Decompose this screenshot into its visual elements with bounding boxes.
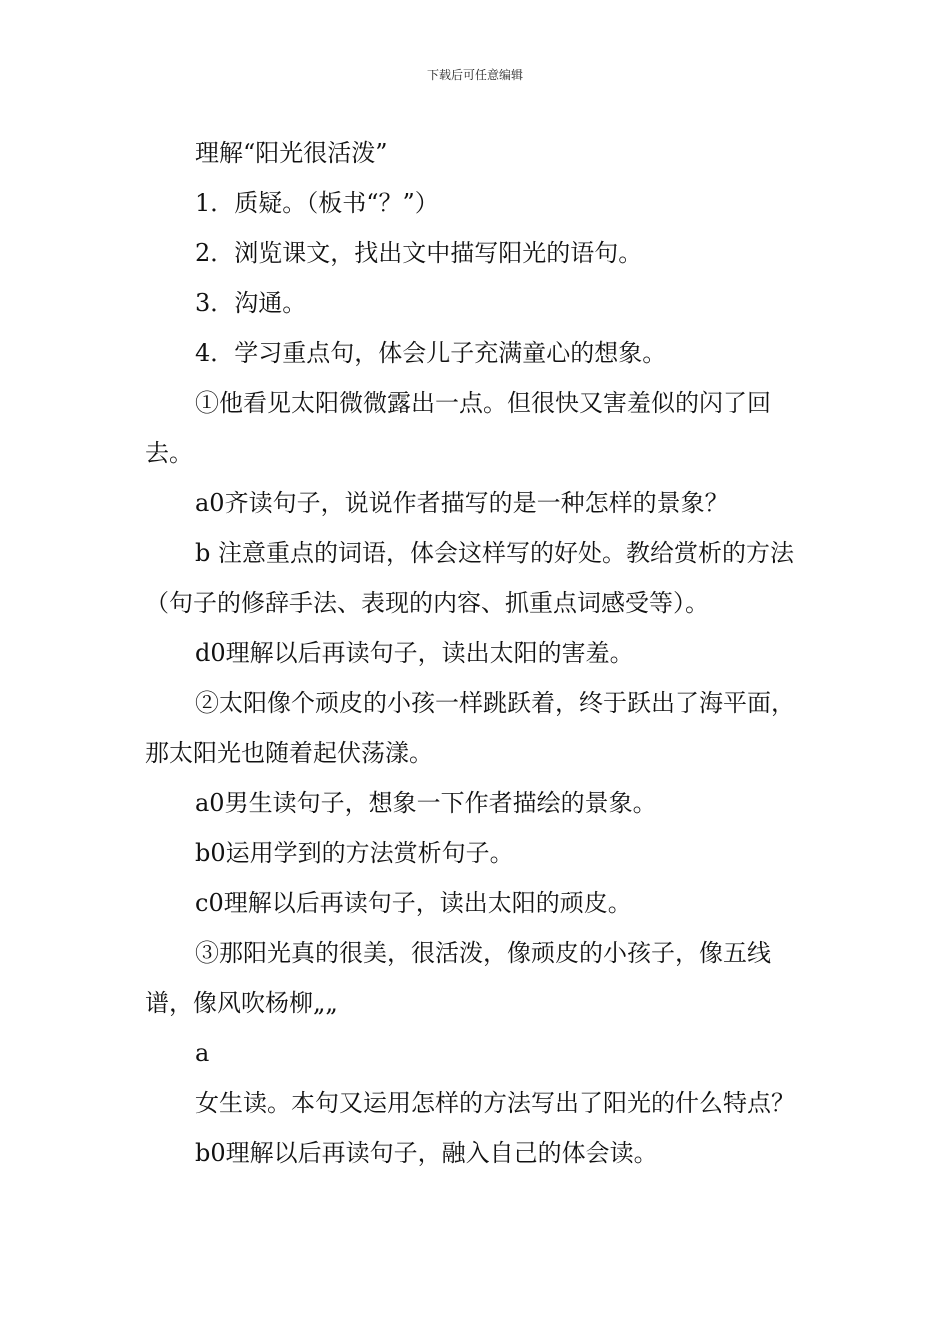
paragraph-sentence-3-b: b0理解以后再读句子，融入自己的体会读。 [195,1139,658,1167]
page-header: 下载后可任意编辑 [426,68,523,82]
paragraph-sentence-1-b: b 注意重点的词语，体会这样写的好处。教给赏析的方法（句子的修辞手法、表现的内容、抓重点词感受等）。 [145,539,794,617]
paragraph-sentence-3: ③那阳光真的很美，很活泼，像顽皮的小孩子，像五线谱，像风吹杨柳„„ [145,939,771,1017]
paragraph-step-4: 4．学习重点句，体会儿子充满童心的想象。 [195,339,667,367]
paragraph-sentence-1-d: d0理解以后再读句子，读出太阳的害羞。 [195,639,634,667]
paragraph-step-1: 1．质疑。（板书“？”） [195,189,439,217]
paragraph-step-3: 3．沟通。 [195,289,307,317]
paragraph-sentence-2-c: c0理解以后再读句子，读出太阳的顽皮。 [195,889,632,917]
paragraph-sentence-2-a: a0男生读句子，想象一下作者描绘的景象。 [195,789,657,817]
paragraph-step-2: 2．浏览课文，找出文中描写阳光的语句。 [195,239,643,267]
paragraph-sentence-1: ①他看见太阳微微露出一点。但很快又害羞似的闪了回去。 [145,389,771,467]
paragraph-sentence-2-b: b0运用学到的方法赏析句子。 [195,839,514,867]
paragraph-sentence-3-a: 女生读。本句又运用怎样的方法写出了阳光的什么特点？ [195,1089,795,1117]
paragraph-sentence-1-a: a0齐读句子，说说作者描写的是一种怎样的景象？ [195,489,729,517]
paragraph-sentence-2: ②太阳像个顽皮的小孩一样跳跃着，终于跃出了海平面，那太阳光也随着起伏荡漾。 [145,689,795,767]
paragraph-sentence-3-a-marker: a [195,1039,210,1067]
paragraph-title: 理解“阳光很活泼” [195,139,388,167]
document-body [145,128,810,1178]
